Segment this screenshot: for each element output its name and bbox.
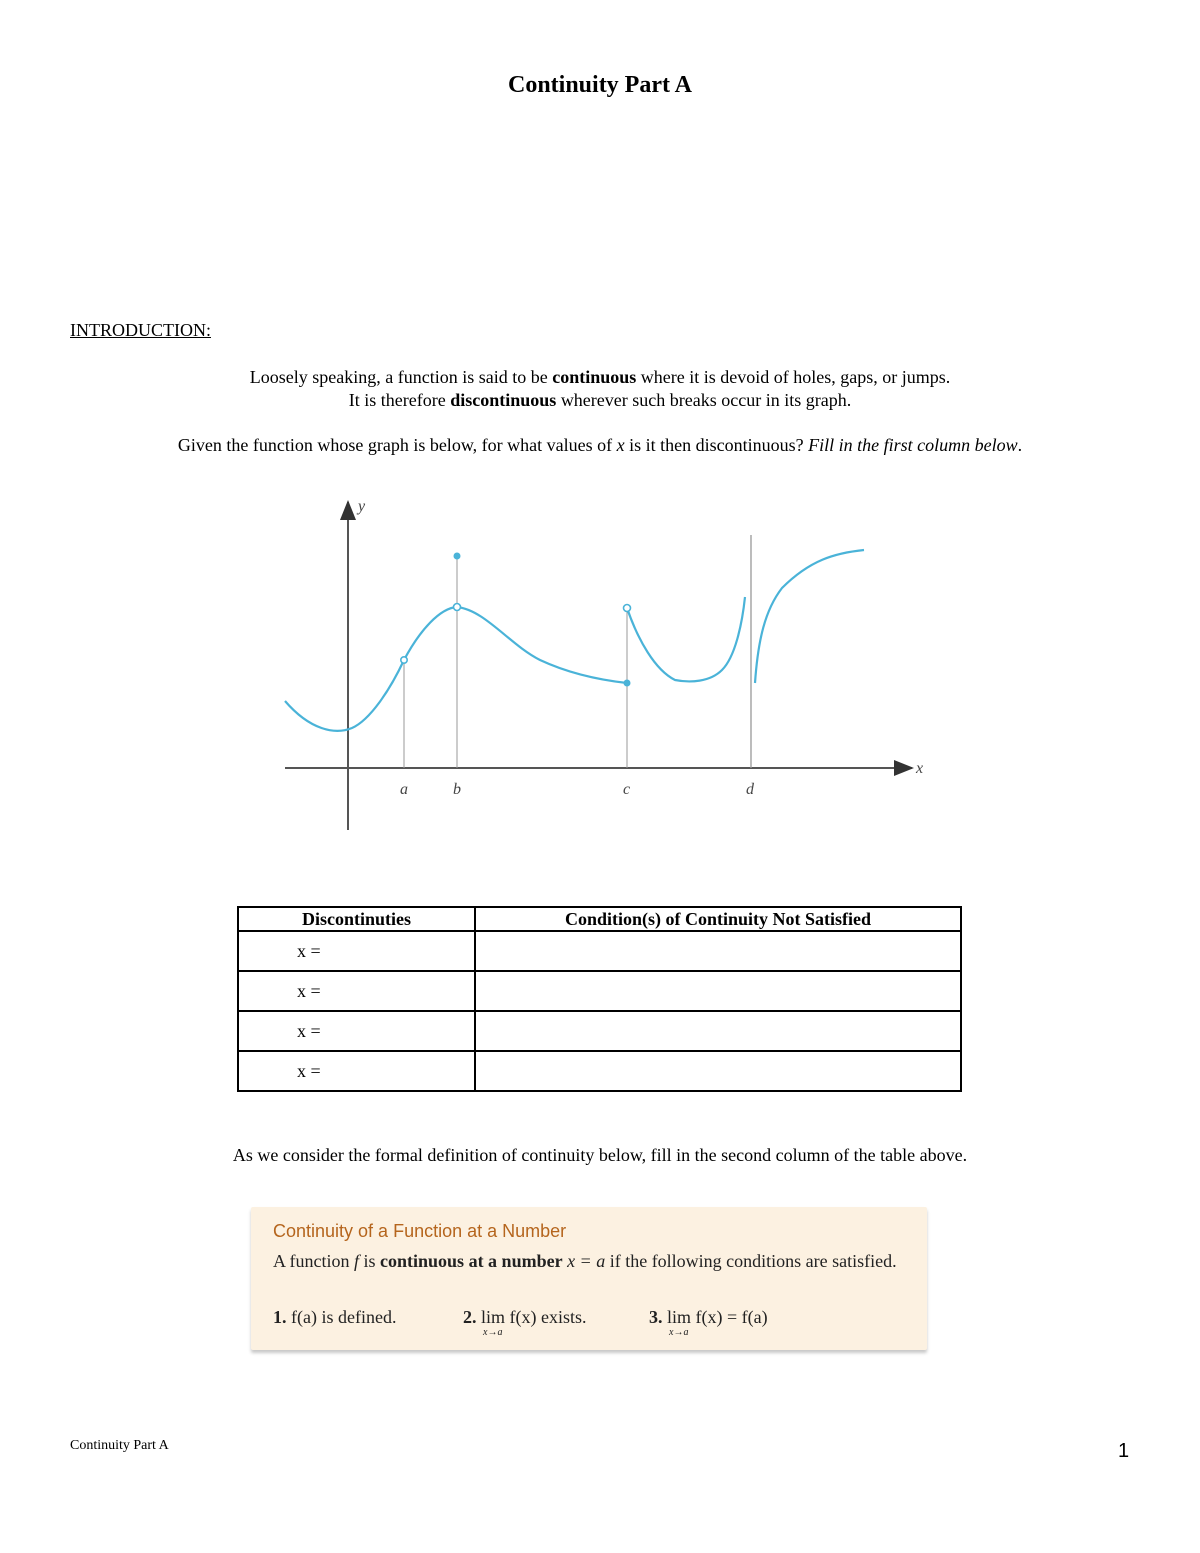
limit-operator <box>667 1307 692 1338</box>
discontinuity-cell[interactable]: x = <box>238 931 475 971</box>
curve-segment-3 <box>755 550 864 683</box>
equation-x-equals-a: x = a <box>562 1251 606 1271</box>
italic-instruction: Fill in the first column below <box>808 435 1018 455</box>
tick-label-a: a <box>400 781 408 798</box>
intro-paragraph-line-1 <box>0 367 1200 388</box>
condition-number: 1. <box>273 1307 287 1327</box>
tick-label-c: c <box>623 781 631 798</box>
function-symbol: f <box>354 1251 360 1271</box>
variable-x: x <box>616 435 625 455</box>
discontinuity-cell[interactable]: x = <box>238 1051 475 1091</box>
table-row <box>238 1051 961 1091</box>
limit-label: lim <box>481 1307 506 1327</box>
condition-3 <box>649 1307 768 1338</box>
filled-point-c <box>624 680 631 687</box>
condition-number: 3. <box>649 1307 663 1327</box>
tick-label-d: d <box>746 781 754 798</box>
limit-subscript: x→a <box>669 1327 689 1338</box>
condition-number: 2. <box>463 1307 477 1327</box>
condition-expression: f(x) exists. <box>505 1307 587 1327</box>
table-row <box>238 971 961 1011</box>
intro-paragraph-line-2 <box>0 390 1200 411</box>
bold-term-discontinuous: discontinuous <box>450 390 557 410</box>
curve-segment-2 <box>627 597 745 681</box>
text-segment: where it is devoid of holes, gaps, or jumps. <box>636 367 951 387</box>
page-number: 1 <box>1118 1440 1130 1462</box>
x-axis-label: x <box>916 760 924 777</box>
text-segment: Loosely speaking, a function is said to be <box>249 367 553 387</box>
condition-cell[interactable] <box>475 931 961 971</box>
table-header-row <box>238 907 961 931</box>
text-segment: if the following conditions are satisfied. <box>605 1251 897 1271</box>
condition-cell[interactable] <box>475 1051 961 1091</box>
text-segment: A function <box>273 1251 354 1271</box>
text-segment: . <box>1017 435 1023 455</box>
limit-subscript: x→a <box>483 1327 503 1338</box>
open-point-a <box>401 657 407 663</box>
open-point-c <box>624 605 631 612</box>
limit-label: lim <box>667 1307 692 1327</box>
bold-term: continuous at a number <box>380 1251 563 1271</box>
tick-label-b: b <box>453 781 461 798</box>
text-segment: wherever such breaks occur in its graph. <box>556 390 852 410</box>
definition-box <box>251 1207 927 1350</box>
function-graph <box>270 490 930 835</box>
instruction-line: As we consider the formal definition of continuity below, fill in the second column of the table above. <box>232 1145 968 1165</box>
filled-point-b <box>454 553 461 560</box>
discontinuity-cell[interactable]: x = <box>238 971 475 1011</box>
text-segment: It is therefore <box>348 390 451 410</box>
column-header-conditions: Condition(s) of Continuity Not Satisfied <box>475 907 961 931</box>
footer-text: Continuity Part A <box>70 1438 169 1453</box>
curve-segment-1 <box>285 607 627 731</box>
y-axis-label: y <box>358 498 366 515</box>
question-line <box>0 435 1200 456</box>
condition-expression: f(x) = f(a) <box>691 1307 768 1327</box>
intro-heading: INTRODUCTION: <box>70 320 211 340</box>
column-header-discontinuities: Discontinuties <box>238 907 475 931</box>
table-row <box>238 931 961 971</box>
discontinuity-cell[interactable]: x = <box>238 1011 475 1051</box>
text-segment: is it then discontinuous? <box>624 435 809 455</box>
condition-2 <box>463 1307 587 1338</box>
condition-expression: f(a) is defined. <box>291 1307 397 1327</box>
text-segment: Given the function whose graph is below, for what values of <box>177 435 617 455</box>
definition-text <box>273 1249 913 1273</box>
open-point-b <box>454 604 461 611</box>
condition-cell[interactable] <box>475 1011 961 1051</box>
condition-cell[interactable] <box>475 971 961 1011</box>
page-title: Continuity Part A <box>507 72 692 98</box>
condition-1 <box>273 1307 396 1328</box>
limit-operator <box>481 1307 506 1338</box>
text-segment: is <box>359 1251 381 1271</box>
table-row <box>238 1011 961 1051</box>
discontinuities-table <box>237 906 962 1092</box>
bold-term-continuous: continuous <box>552 367 637 387</box>
definition-title: Continuity of a Function at a Number <box>273 1221 567 1241</box>
